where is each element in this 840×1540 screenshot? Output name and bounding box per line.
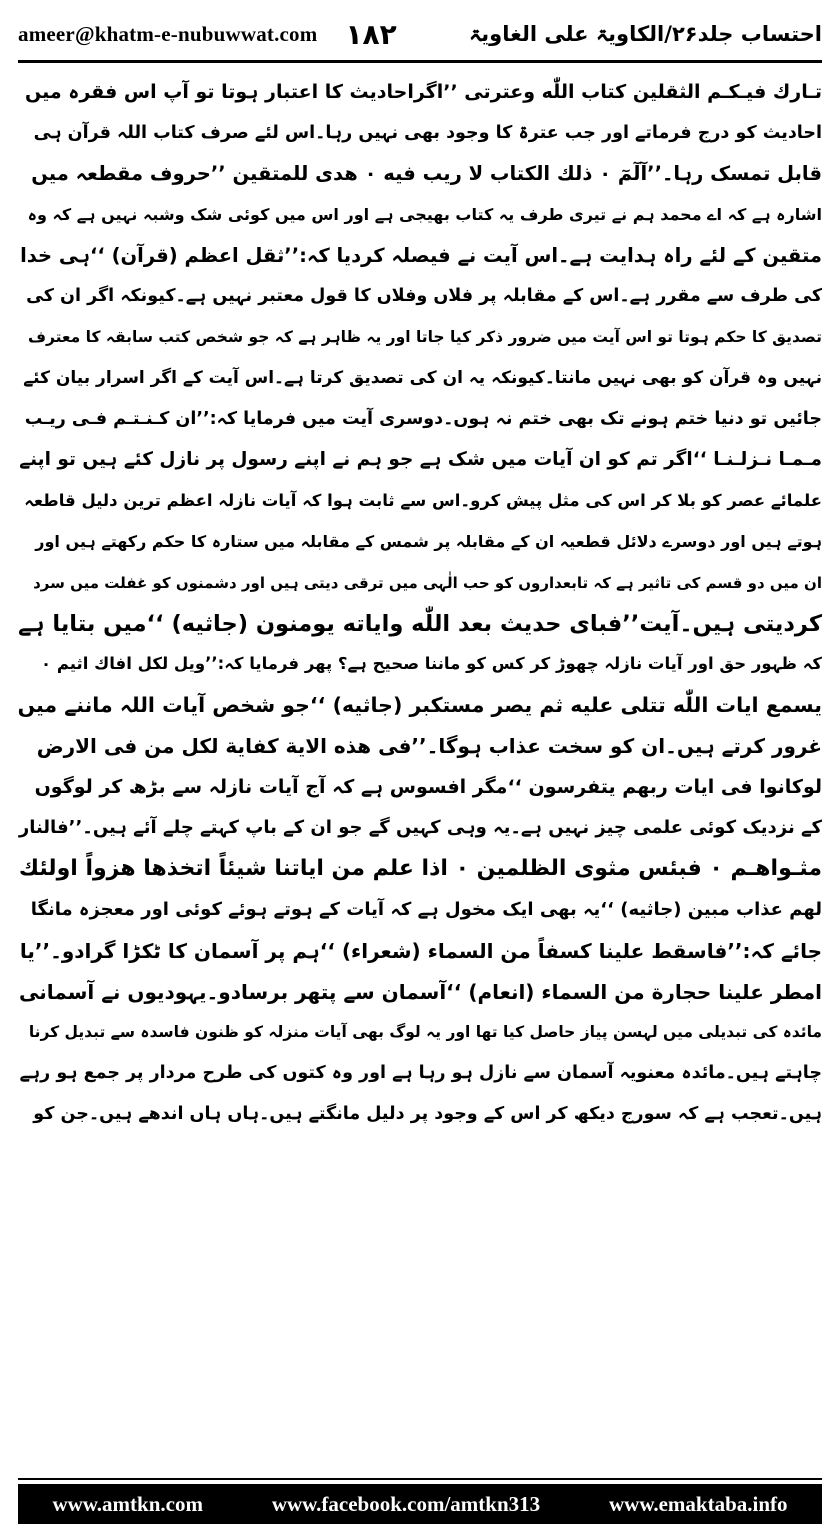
footer-link-facebook[interactable]: www.facebook.com/amtkn313 xyxy=(271,1491,541,1516)
text-line-26: ہیں۔تعجب ہے کہ سورج دیکھ کر اس کے وجود پر دلیل مانگتے ہیں۔ہاں ہاں اندھے ہیں۔جن کو xyxy=(33,1104,822,1125)
text-line-22: جائے کہ:’’فاسقط علينا كسفاً من السماء (شعراء) ‘‘ہم پر آسمان کا ٹکڑا گرادو۔’’یا xyxy=(19,938,822,963)
footer-link-amtkn[interactable]: www.amtkn.com xyxy=(52,1491,203,1516)
text-line-21: لهم عذاب مبين (جاثیه) ‘‘یہ بھی ایک مخول ہے کہ آیات کے ہوتے ہوئے کوئی اور معجزہ مانگا xyxy=(30,898,822,920)
text-line-14: کردیتی ہیں۔آیت’’فبای حدیث بعد اللّٰه وایاته یومنون (جاثیه) ‘‘میں بتایا ہے xyxy=(18,610,822,637)
text-line-24: مائدہ کی تبدیلی میں لہسن پیاز حاصل کیا تھا اور یہ لوگ بھی آیات منزلہ کو ظنون فاسدہ سے تبدیل کرنا xyxy=(28,1023,822,1042)
text-line-6: کی طرف سے مقرر ہے۔اس کے مقابلہ پر فلاں وفلاں کا قول معتبر نہیں ہے۔کیونکہ اگر ان کی xyxy=(26,286,822,307)
footer-link-emaktaba[interactable]: www.emaktaba.info xyxy=(609,1491,788,1516)
text-line-15: کہ ظہور حق اور آیات نازلہ چھوڑ کر کس کو ماننا صحیح ہے؟ پھر فرمایا کہ:’’ويل لكل افاك اثيم ۰ xyxy=(41,654,822,674)
text-line-25: چاہتے ہیں۔مائدہ معنویہ آسمان سے نازل ہو رہا ہے اور وہ کتوں کی طرح مردار پر جمع ہو رہے xyxy=(19,1063,822,1084)
text-line-9: جائیں تو دنیا ختم ہونے تک بھی ختم نہ ہوں۔دوسری آیت میں فرمایا کہ:’’ان کـنـتـم فـی ریـب xyxy=(24,409,822,430)
page-header xyxy=(18,10,822,58)
header-rule xyxy=(18,60,822,63)
running-title: احتساب جلد۲۶/الکاویۃ علی الغاویۃ xyxy=(468,22,822,46)
text-line-20: مثـواهـم ۰ فبئس مثوى الظلمين ۰ اذا علم من اياتنا شيئاً اتخذها هزواً اولئك xyxy=(18,855,822,881)
footer-bar xyxy=(18,1484,822,1524)
text-line-17: غرور کرتے ہیں۔ان کو سخت عذاب ہوگا۔’’فی هذه الاية كفاية لكل من فی الارض xyxy=(36,734,822,759)
footer-rule xyxy=(18,1478,822,1480)
text-line-7: تصدیق کا حکم ہوتا تو اس آیت میں ضرور ذکر کیا جاتا اور یہ ظاہر ہے کہ جو شخص کتب سابقہ کا معترف xyxy=(27,328,822,347)
text-line-10: مـمـا نـزلـنـا ‘‘اگر تم کو ان آیات میں شک ہے جو ہم نے اپنے رسول پر نازل کئے ہیں تو اپنے xyxy=(19,449,822,471)
text-line-16: يسمع ايات اللّٰه تتلى عليه ثم يصر مستكبر (جاثیه) ‘‘جو شخص آیات اللہ ماننے میں xyxy=(18,693,822,718)
text-line-13: ان میں دو قسم کی تاثیر ہے کہ تابعداروں کو حب الٰہی میں ترقی دیتی ہیں اور دشمنوں کو غفلت میں سرد xyxy=(33,573,822,592)
text-line-23: امطر علينا حجارة من السماء (انعام) ‘‘آسمان سے پتھر برسادو۔یہودیوں نے آسمانی xyxy=(19,979,822,1004)
text-line-11: علمائے عصر کو بلا کر اس کی مثل پیش کرو۔اس سے ثابت ہوا کہ آیات نازلہ اعظم ترین دلیل قاطعہ xyxy=(24,490,822,510)
text-line-8: نہیں وہ قرآن کو بھی نہیں مانتا۔کیونکہ یہ ان کی تصدیق کرتا ہے۔اس آیت کے اگر اسرار بیان کئے xyxy=(23,368,822,389)
text-line-1: تـارك فیـكـم الثقلين كتاب اللّٰه وعترتی ’’اگراحادیث کا اعتبار ہوتا تو آپ اس فقرہ میں xyxy=(24,81,822,103)
header-email[interactable]: ameer@khatm-e-nubuwwat.com xyxy=(18,21,318,46)
text-line-5: متقین کے لئے راہ ہدایت ہے۔اس آیت نے فیصلہ کردیا کہ:’’ثقل اعظم (قرآن) ‘‘ہی خدا xyxy=(20,243,822,267)
header-left-group xyxy=(18,18,397,51)
page-number: ۱۸۲ xyxy=(345,17,397,51)
text-line-3: قابل تمسک رہا۔’’آلٓمٓ ۰ ذلك الكتاب لا ريب فيه ۰ هدی للمتقین ’’حروف مقطعہ میں xyxy=(31,161,822,185)
text-line-18: لوكانوا فی ايات ربهم يتفرسون ‘‘مگر افسوس ہے کہ آج آیات نازلہ سے بڑھ کر لوگوں xyxy=(34,776,822,799)
text-line-19: کے نزدیک کوئی علمی چیز نہیں ہے۔یہ وہی کہیں گے جو ان کے باپ کہتے چلے آئے ہیں۔’’فالنار xyxy=(18,817,822,839)
body-text xyxy=(18,72,822,1464)
text-line-2: احادیث کو درج فرماتے اور جب عترۃ کا وجود بھی نہیں رہا۔اس لئے صرف کتاب اللہ قرآن ہی xyxy=(33,122,822,143)
text-line-12: ہوتے ہیں اور دوسرے دلائل قطعیہ ان کے مقابلہ پر شمس کے مقابلہ میں ستارہ کا حکم رکھتے ہیں اور xyxy=(35,531,822,551)
text-line-4: اشارہ ہے کہ اے محمد ہم نے تیری طرف یہ کتاب بھیجی ہے اور اس میں کوئی شک وشبہ نہیں ہے کہ وہ xyxy=(27,204,822,224)
